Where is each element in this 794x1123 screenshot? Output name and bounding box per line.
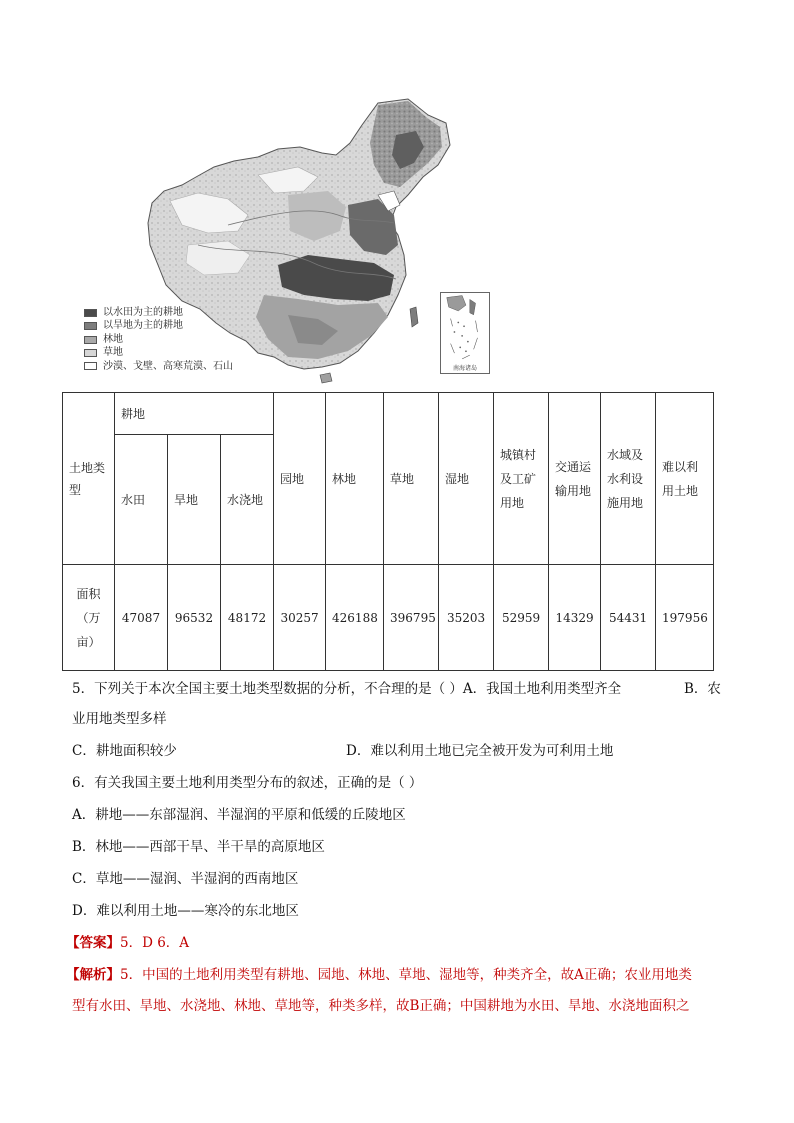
legend-label: 沙漠、戈壁、高寒荒漠、石山 (103, 360, 233, 372)
legend-swatch (84, 336, 97, 344)
legend-item-forest (84, 333, 233, 346)
legend-item-grassland (84, 346, 233, 359)
legend-swatch (84, 362, 97, 370)
question-5-line-1 (72, 679, 732, 699)
header-grassland: 草地 (384, 393, 439, 565)
analysis-line-1 (66, 965, 726, 985)
header-forest: 林地 (326, 393, 384, 565)
south-china-sea-inset (440, 292, 490, 374)
value-water: 54431 (601, 565, 656, 671)
legend-label: 林地 (103, 333, 123, 345)
answer-line (66, 933, 726, 953)
header-paddy: 水田 (115, 435, 168, 565)
header-dryland: 旱地 (168, 435, 221, 565)
question-5-stem: 5．下列关于本次全国主要土地类型数据的分析，不合理的是（ ） (72, 681, 463, 697)
answer-text: 5．D 6．A (120, 935, 190, 951)
answer-label: 【答案】 (66, 935, 120, 951)
inset-label: 南海诸岛 (452, 365, 477, 372)
value-irrigated: 48172 (221, 565, 274, 671)
header-water: 水域及水利设施用地 (601, 393, 656, 565)
q5-option-d: D．难以利用土地已完全被开发为可利用土地 (346, 743, 614, 759)
q5-option-c: C．耕地面积较少 (72, 743, 177, 759)
value-urban: 52959 (494, 565, 549, 671)
value-forest: 426188 (326, 565, 384, 671)
q5-option-b-cont: 业用地类型多样 (72, 711, 167, 727)
value-orchard: 30257 (274, 565, 326, 671)
legend-item-paddy (84, 306, 233, 319)
analysis-text-2: 型有水田、旱地、水浇地、林地、草地等，种类多样，故B正确；中国耕地为水田、旱地、水浇地面积之 (72, 998, 690, 1014)
legend-swatch (84, 322, 97, 330)
header-urban: 城镇村及工矿用地 (494, 393, 549, 565)
value-dryland: 96532 (168, 565, 221, 671)
value-unusable: 197956 (656, 565, 714, 671)
legend-label: 草地 (103, 347, 123, 359)
header-irrigated: 水浇地 (221, 435, 274, 565)
question-6-stem: 6．有关我国主要土地利用类型分布的叙述，正确的是（ ） (72, 775, 423, 791)
header-land-type: 土地类型 (63, 393, 115, 565)
legend-swatch (84, 349, 97, 357)
table-row (63, 565, 714, 671)
value-wetland: 35203 (439, 565, 494, 671)
header-farmland: 耕地 (115, 393, 274, 435)
row-label-area: 面积（万亩） (63, 565, 115, 671)
q6-option-b: B．林地——西部干旱、半干旱的高原地区 (72, 839, 325, 855)
map-legend (84, 306, 233, 373)
legend-swatch (84, 309, 97, 317)
analysis-label: 【解析】 (66, 967, 120, 983)
q5-option-a: A．我国土地利用类型齐全 (462, 681, 622, 697)
header-transport: 交通运输用地 (549, 393, 601, 565)
question-5-options-cd (72, 741, 732, 761)
header-orchard: 园地 (274, 393, 326, 565)
land-area-table (62, 392, 714, 671)
analysis-text-1: 5．中国的土地利用类型有耕地、园地、林地、草地、湿地等，种类齐全，故A正确；农业用地类 (120, 967, 692, 983)
value-grassland: 396795 (384, 565, 439, 671)
value-paddy: 47087 (115, 565, 168, 671)
value-transport: 14329 (549, 565, 601, 671)
q6-option-c: C．草地——湿润、半湿润的西南地区 (72, 871, 299, 887)
legend-label: 以旱地为主的耕地 (103, 320, 183, 332)
legend-item-dryland (84, 319, 233, 332)
header-wetland: 湿地 (439, 393, 494, 565)
q5-option-b-start: B．农 (684, 681, 721, 697)
q6-option-d: D．难以利用土地——寒冷的东北地区 (72, 903, 299, 919)
inset-islands (441, 293, 489, 373)
header-unusable: 难以利用土地 (656, 393, 714, 565)
legend-item-desert (84, 360, 233, 373)
legend-label: 以水田为主的耕地 (103, 307, 183, 318)
q6-option-a: A．耕地——东部湿润、半湿润的平原和低缓的丘陵地区 (72, 807, 406, 823)
